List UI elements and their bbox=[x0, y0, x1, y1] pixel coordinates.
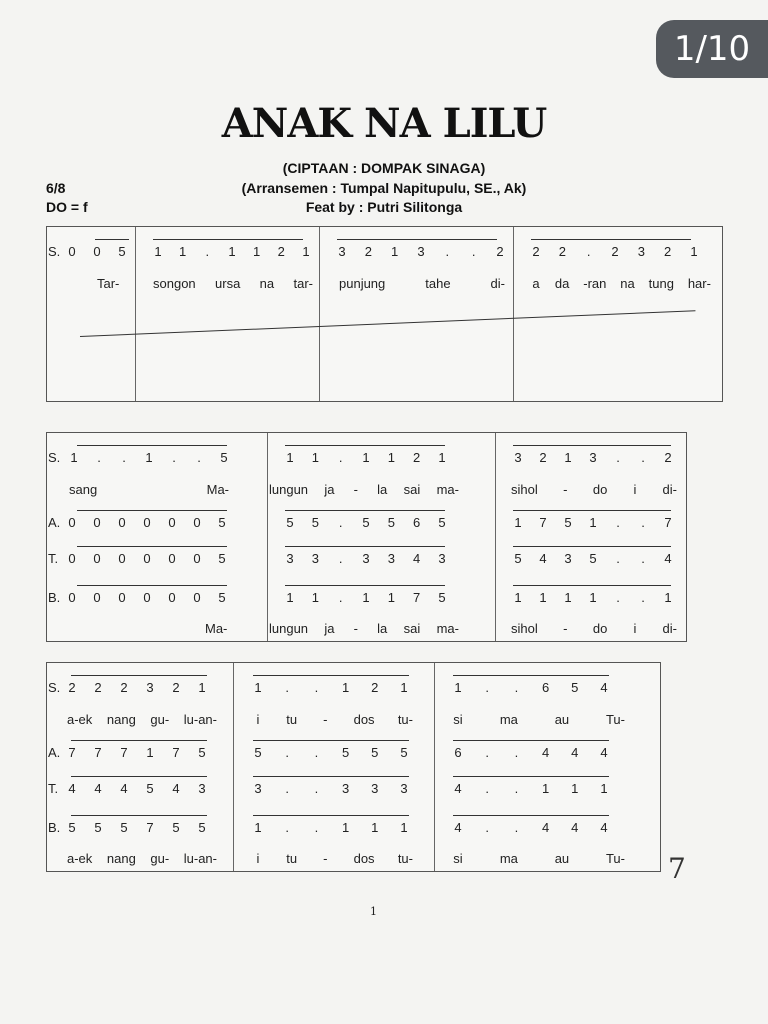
score-token: . bbox=[314, 820, 319, 835]
soprano-row: S. 2 2 2 3 2 1 1 . . 1 2 1 1 . . 6 5 4 bbox=[48, 680, 608, 695]
score-token: gu- bbox=[150, 712, 170, 727]
score-token: . bbox=[485, 820, 489, 835]
score-token: 0 bbox=[68, 244, 76, 259]
score-token: 4 bbox=[413, 551, 421, 566]
score-token: 5 bbox=[438, 515, 446, 530]
score-token: . bbox=[285, 680, 289, 695]
score-token: 5 bbox=[146, 781, 154, 796]
score-token: do bbox=[592, 482, 608, 497]
score-token: 5 bbox=[220, 450, 228, 465]
score-token: 5 bbox=[198, 745, 206, 760]
score-token: 1 bbox=[302, 244, 310, 259]
score-token: 5 bbox=[311, 515, 319, 530]
score-token: 4 bbox=[600, 680, 608, 695]
score-token: 4 bbox=[454, 820, 462, 835]
score-token: 3 bbox=[637, 244, 645, 259]
score-token: 7 bbox=[664, 515, 672, 530]
score-token: . bbox=[514, 820, 519, 835]
notes-bar-2 bbox=[153, 244, 311, 259]
score-token: - bbox=[323, 851, 328, 866]
score-token: tu- bbox=[397, 851, 413, 866]
score-token: 4 bbox=[600, 745, 608, 760]
alto-row: A. 7 7 7 1 7 5 5 . . 5 5 5 6 . . 4 4 4 bbox=[48, 745, 608, 760]
score-token: nang bbox=[106, 712, 136, 727]
score-token: 5 bbox=[514, 551, 522, 566]
score-token: 0 bbox=[68, 551, 76, 566]
score-token: i bbox=[633, 482, 637, 497]
score-token: 1 bbox=[571, 781, 579, 796]
score-token: 5 bbox=[254, 745, 262, 760]
score-token: sihol bbox=[511, 482, 538, 497]
score-token: 1 bbox=[400, 820, 408, 835]
score-system-3 bbox=[46, 662, 661, 872]
score-token: . bbox=[338, 515, 343, 530]
score-token: 0 bbox=[93, 244, 101, 259]
score-token: 0 bbox=[193, 515, 201, 530]
score-token: 1 bbox=[690, 244, 698, 259]
score-token: . bbox=[205, 244, 210, 259]
score-token: 4 bbox=[120, 781, 128, 796]
score-token: -ran bbox=[583, 276, 607, 291]
score-token: 7 bbox=[94, 745, 102, 760]
score-token: 5 bbox=[438, 590, 446, 605]
bass-row: B. 0 0 0 0 0 0 5 1 1 . 1 1 7 5 1 1 1 1 . . 1 bbox=[48, 590, 672, 605]
score-token: 4 bbox=[571, 745, 579, 760]
score-token: 2 bbox=[664, 244, 672, 259]
score-token: 1 bbox=[311, 450, 319, 465]
score-token: Ma- bbox=[206, 482, 229, 497]
score-token: 0 bbox=[168, 515, 176, 530]
score-token: a-ek bbox=[67, 851, 93, 866]
score-token: 1 bbox=[179, 244, 187, 259]
score-token: 3 bbox=[514, 450, 522, 465]
score-token: 1 bbox=[438, 450, 446, 465]
score-token: ma bbox=[499, 851, 518, 866]
score-token: 0 bbox=[143, 590, 151, 605]
score-token: 6 bbox=[541, 680, 550, 695]
score-token: - bbox=[563, 621, 568, 636]
score-token: 1 bbox=[564, 450, 572, 465]
score-token: da bbox=[554, 276, 570, 291]
score-token: 1 bbox=[371, 820, 379, 835]
score-token: ma bbox=[499, 712, 518, 727]
composer-credit: (CIPTAAN : DOMPAK SINAGA) bbox=[282, 160, 486, 176]
score-token: 4 bbox=[571, 820, 579, 835]
score-token: 0 bbox=[118, 515, 126, 530]
score-token: 1 bbox=[514, 590, 522, 605]
score-token: . bbox=[338, 590, 343, 605]
score-token: 2 bbox=[611, 244, 619, 259]
score-token: 2 bbox=[413, 450, 421, 465]
score-token: . bbox=[485, 745, 489, 760]
score-token: 1 bbox=[600, 781, 608, 796]
score-token: 4 bbox=[454, 781, 462, 796]
time-signature: 6/8 bbox=[46, 180, 66, 196]
score-token: . bbox=[197, 450, 201, 465]
score-token: 2 bbox=[532, 244, 540, 259]
notes-bar-3 bbox=[337, 244, 505, 259]
score-token: 0 bbox=[118, 551, 126, 566]
score-token: 5 bbox=[218, 515, 226, 530]
score-token: 5 bbox=[120, 820, 128, 835]
page-number: 1 bbox=[370, 905, 377, 918]
score-token: i bbox=[256, 851, 260, 866]
score-token: 3 bbox=[254, 781, 262, 796]
score-token: sai bbox=[403, 482, 421, 497]
score-token: nang bbox=[106, 851, 136, 866]
score-token: 1 bbox=[387, 450, 395, 465]
notes-bar-2 bbox=[285, 450, 447, 465]
alto-row: A. 0 0 0 0 0 0 5 5 5 . 5 5 6 5 1 7 5 1 . . 7 bbox=[48, 515, 672, 530]
score-token: 2 bbox=[664, 450, 672, 465]
score-token: 4 bbox=[172, 781, 180, 796]
score-token: au bbox=[554, 712, 570, 727]
score-token: . bbox=[616, 515, 620, 530]
score-token: tu bbox=[286, 851, 298, 866]
score-token: 1 bbox=[539, 590, 547, 605]
arranger-credit: (Arransemen : Tumpal Napitupulu, SE., Ak) bbox=[241, 180, 527, 196]
score-token: 2 bbox=[277, 244, 285, 259]
score-token: sai bbox=[403, 621, 421, 636]
score-token: - bbox=[353, 621, 358, 636]
score-token: 2 bbox=[558, 244, 566, 259]
score-token: na bbox=[259, 276, 275, 291]
score-token: 6 bbox=[413, 515, 421, 530]
score-token: tu- bbox=[397, 712, 413, 727]
score-token: 6 bbox=[454, 745, 462, 760]
score-token: . bbox=[172, 450, 176, 465]
score-token: 1 bbox=[564, 590, 572, 605]
score-token: 7 bbox=[146, 820, 154, 835]
score-token: . bbox=[471, 244, 476, 259]
score-token: 0 bbox=[68, 590, 76, 605]
score-token: la bbox=[377, 621, 388, 636]
score-token: 1 bbox=[362, 590, 370, 605]
score-token: lu-an- bbox=[183, 712, 217, 727]
score-token: 5 bbox=[286, 515, 294, 530]
handwritten-mark: 7 bbox=[668, 852, 686, 885]
score-token: 5 bbox=[362, 515, 370, 530]
score-token: . bbox=[122, 450, 126, 465]
score-token: la bbox=[377, 482, 388, 497]
score-token: 5 bbox=[571, 680, 579, 695]
score-token: 0 bbox=[143, 515, 151, 530]
notes-bar-1 bbox=[67, 244, 127, 259]
score-token: 5 bbox=[400, 745, 408, 760]
score-token: 0 bbox=[93, 551, 101, 566]
score-token: tu bbox=[286, 712, 298, 727]
score-token: 1 bbox=[254, 680, 262, 695]
score-token: 1 bbox=[198, 680, 206, 695]
score-token: punjung bbox=[339, 276, 386, 291]
score-token: har- bbox=[687, 276, 711, 291]
score-token: 2 bbox=[496, 244, 504, 259]
score-token: . bbox=[514, 680, 519, 695]
lyrics-row-upper bbox=[47, 712, 662, 734]
notes-bar-1 bbox=[69, 450, 229, 465]
score-token: si bbox=[453, 712, 463, 727]
score-token: 2 bbox=[94, 680, 102, 695]
score-token: 4 bbox=[541, 820, 550, 835]
score-token: 3 bbox=[387, 551, 395, 566]
score-token: ja bbox=[324, 621, 335, 636]
score-token: a bbox=[532, 276, 540, 291]
score-token: 5 bbox=[371, 745, 379, 760]
score-token: 3 bbox=[286, 551, 294, 566]
score-token: 3 bbox=[362, 551, 370, 566]
tenor-row: T. 0 0 0 0 0 0 5 3 3 . 3 3 4 3 5 4 3 5 . . 4 bbox=[48, 551, 672, 566]
score-token: . bbox=[641, 590, 645, 605]
score-token: . bbox=[514, 745, 519, 760]
soprano-row: S. 0 0 5 1 1 . 1 1 2 1 3 2 1 3 . . 2 2 2 . 2 3 2 1 bbox=[48, 244, 698, 259]
score-token: 1 bbox=[286, 590, 294, 605]
song-title: ANAK NA LILU bbox=[221, 100, 547, 147]
lyrics-row-upper bbox=[47, 482, 688, 504]
score-token: 3 bbox=[198, 781, 206, 796]
score-token: . bbox=[445, 244, 450, 259]
score-token: 1 bbox=[341, 680, 350, 695]
score-token: 1 bbox=[514, 515, 522, 530]
score-token: 3 bbox=[400, 781, 408, 796]
score-token: di- bbox=[490, 276, 505, 291]
score-token: 7 bbox=[413, 590, 421, 605]
score-token: 5 bbox=[94, 820, 102, 835]
key-signature: DO = f bbox=[46, 199, 88, 215]
score-token: gu- bbox=[150, 851, 170, 866]
score-token: . bbox=[338, 450, 343, 465]
score-token: ma- bbox=[436, 621, 459, 636]
score-token: 5 bbox=[564, 515, 572, 530]
soprano-row: S. 1 . . 1 . . 5 1 1 . 1 1 2 1 3 2 1 3 . . 2 bbox=[48, 450, 672, 465]
score-token: Tu- bbox=[605, 851, 625, 866]
score-token: 1 bbox=[541, 781, 550, 796]
score-token: tung bbox=[648, 276, 674, 291]
notes-bar-3 bbox=[513, 450, 673, 465]
score-token: 7 bbox=[172, 745, 180, 760]
score-token: 0 bbox=[68, 515, 76, 530]
score-token: 1 bbox=[341, 820, 350, 835]
score-token: ja bbox=[324, 482, 335, 497]
score-token: 3 bbox=[146, 680, 154, 695]
score-token: . bbox=[616, 551, 620, 566]
score-token: 3 bbox=[589, 450, 597, 465]
score-token: 4 bbox=[600, 820, 608, 835]
score-token: . bbox=[97, 450, 101, 465]
lyrics-row-lower bbox=[47, 621, 688, 643]
score-token: 4 bbox=[539, 551, 547, 566]
score-token: . bbox=[485, 781, 489, 796]
score-token: lu-an- bbox=[183, 851, 217, 866]
score-token: 2 bbox=[371, 680, 379, 695]
score-token: 5 bbox=[218, 590, 226, 605]
feat-credit: Feat by : Putri Silitonga bbox=[305, 199, 463, 215]
score-token: . bbox=[641, 450, 645, 465]
score-token: Tu- bbox=[605, 712, 625, 727]
score-token: 7 bbox=[539, 515, 547, 530]
score-token: i bbox=[633, 621, 637, 636]
score-token: 0 bbox=[193, 590, 201, 605]
score-token: . bbox=[285, 820, 289, 835]
score-token: . bbox=[314, 745, 319, 760]
score-token: 1 bbox=[254, 820, 262, 835]
score-token: Ma- bbox=[205, 621, 228, 636]
score-token: 1 bbox=[311, 590, 319, 605]
score-token: 3 bbox=[371, 781, 379, 796]
score-token: tahe bbox=[425, 276, 451, 291]
score-token: 2 bbox=[539, 450, 547, 465]
score-token: - bbox=[353, 482, 358, 497]
score-token: 1 bbox=[154, 244, 162, 259]
score-token: 5 bbox=[68, 820, 76, 835]
score-token: 1 bbox=[362, 450, 370, 465]
score-token: 1 bbox=[391, 244, 399, 259]
score-token: do bbox=[592, 621, 608, 636]
score-token: . bbox=[285, 745, 289, 760]
score-token: . bbox=[616, 450, 620, 465]
score-token: 5 bbox=[387, 515, 395, 530]
score-token: dos bbox=[353, 712, 375, 727]
score-token: au bbox=[554, 851, 570, 866]
score-token: sihol bbox=[511, 621, 538, 636]
score-token: 5 bbox=[198, 820, 206, 835]
score-token: 1 bbox=[589, 590, 597, 605]
score-token: 4 bbox=[664, 551, 672, 566]
score-token: 1 bbox=[387, 590, 395, 605]
score-token: 3 bbox=[311, 551, 319, 566]
score-token: 7 bbox=[68, 745, 76, 760]
score-token: 2 bbox=[172, 680, 180, 695]
score-token: 7 bbox=[120, 745, 128, 760]
score-token: 3 bbox=[438, 551, 446, 566]
score-token: 1 bbox=[145, 450, 153, 465]
score-token: 1 bbox=[146, 745, 154, 760]
score-token: 2 bbox=[364, 244, 372, 259]
score-token: 1 bbox=[228, 244, 236, 259]
score-token: 0 bbox=[168, 551, 176, 566]
score-token: di- bbox=[662, 621, 677, 636]
score-token: . bbox=[314, 680, 319, 695]
score-token: i bbox=[256, 712, 260, 727]
score-token: . bbox=[641, 515, 645, 530]
score-token: di- bbox=[662, 482, 677, 497]
score-token: . bbox=[285, 781, 289, 796]
score-token: . bbox=[338, 551, 343, 566]
score-token: . bbox=[641, 551, 645, 566]
score-token: a-ek bbox=[67, 712, 93, 727]
score-token: 0 bbox=[118, 590, 126, 605]
score-token: tar- bbox=[293, 276, 313, 291]
score-token: 3 bbox=[341, 781, 350, 796]
score-system-2 bbox=[46, 432, 687, 642]
score-token: lungun bbox=[269, 482, 309, 497]
score-token: . bbox=[514, 781, 519, 796]
score-token: 1 bbox=[400, 680, 408, 695]
score-token: 0 bbox=[168, 590, 176, 605]
score-token: 5 bbox=[218, 551, 226, 566]
score-token: si bbox=[453, 851, 463, 866]
score-token: na bbox=[620, 276, 635, 291]
score-token: 0 bbox=[93, 590, 101, 605]
score-token: 2 bbox=[120, 680, 128, 695]
score-token: 0 bbox=[93, 515, 101, 530]
score-token: 5 bbox=[589, 551, 597, 566]
score-token: . bbox=[586, 244, 591, 259]
score-token: 0 bbox=[193, 551, 201, 566]
score-token: 3 bbox=[417, 244, 425, 259]
score-token: ma- bbox=[436, 482, 459, 497]
score-token: . bbox=[616, 590, 620, 605]
score-token: 0 bbox=[143, 551, 151, 566]
score-token: dos bbox=[353, 851, 375, 866]
bass-row: B. 5 5 5 7 5 5 1 . . 1 1 1 4 . . 4 4 4 bbox=[48, 820, 608, 835]
score-token: 4 bbox=[541, 745, 550, 760]
tenor-row: T. 4 4 4 5 4 3 3 . . 3 3 3 4 . . 1 1 1 bbox=[48, 781, 608, 796]
score-token: . bbox=[314, 781, 319, 796]
notes-bar-4 bbox=[531, 244, 699, 259]
score-token: 1 bbox=[253, 244, 261, 259]
lyrics-row-lower bbox=[47, 851, 662, 873]
score-token: . bbox=[485, 680, 489, 695]
score-token: - bbox=[323, 712, 328, 727]
score-token: 4 bbox=[94, 781, 102, 796]
score-token: 1 bbox=[286, 450, 294, 465]
score-token: 5 bbox=[172, 820, 180, 835]
score-token: 1 bbox=[70, 450, 78, 465]
score-token: 2 bbox=[68, 680, 76, 695]
score-token: 3 bbox=[564, 551, 572, 566]
lyrics-row bbox=[47, 276, 724, 298]
score-token: Tar- bbox=[97, 276, 120, 291]
score-token: sang bbox=[69, 482, 98, 497]
page-counter-badge: 1/10 bbox=[656, 20, 768, 78]
score-token: lungun bbox=[269, 621, 309, 636]
score-token: ursa bbox=[215, 276, 241, 291]
score-token: 1 bbox=[454, 680, 462, 695]
score-token: 1 bbox=[664, 590, 672, 605]
score-token: - bbox=[563, 482, 568, 497]
score-token: 1 bbox=[589, 515, 597, 530]
score-token: 3 bbox=[338, 244, 346, 259]
score-token: 5 bbox=[118, 244, 126, 259]
score-token: 5 bbox=[341, 745, 350, 760]
score-token: 4 bbox=[68, 781, 76, 796]
score-token: songon bbox=[153, 276, 196, 291]
